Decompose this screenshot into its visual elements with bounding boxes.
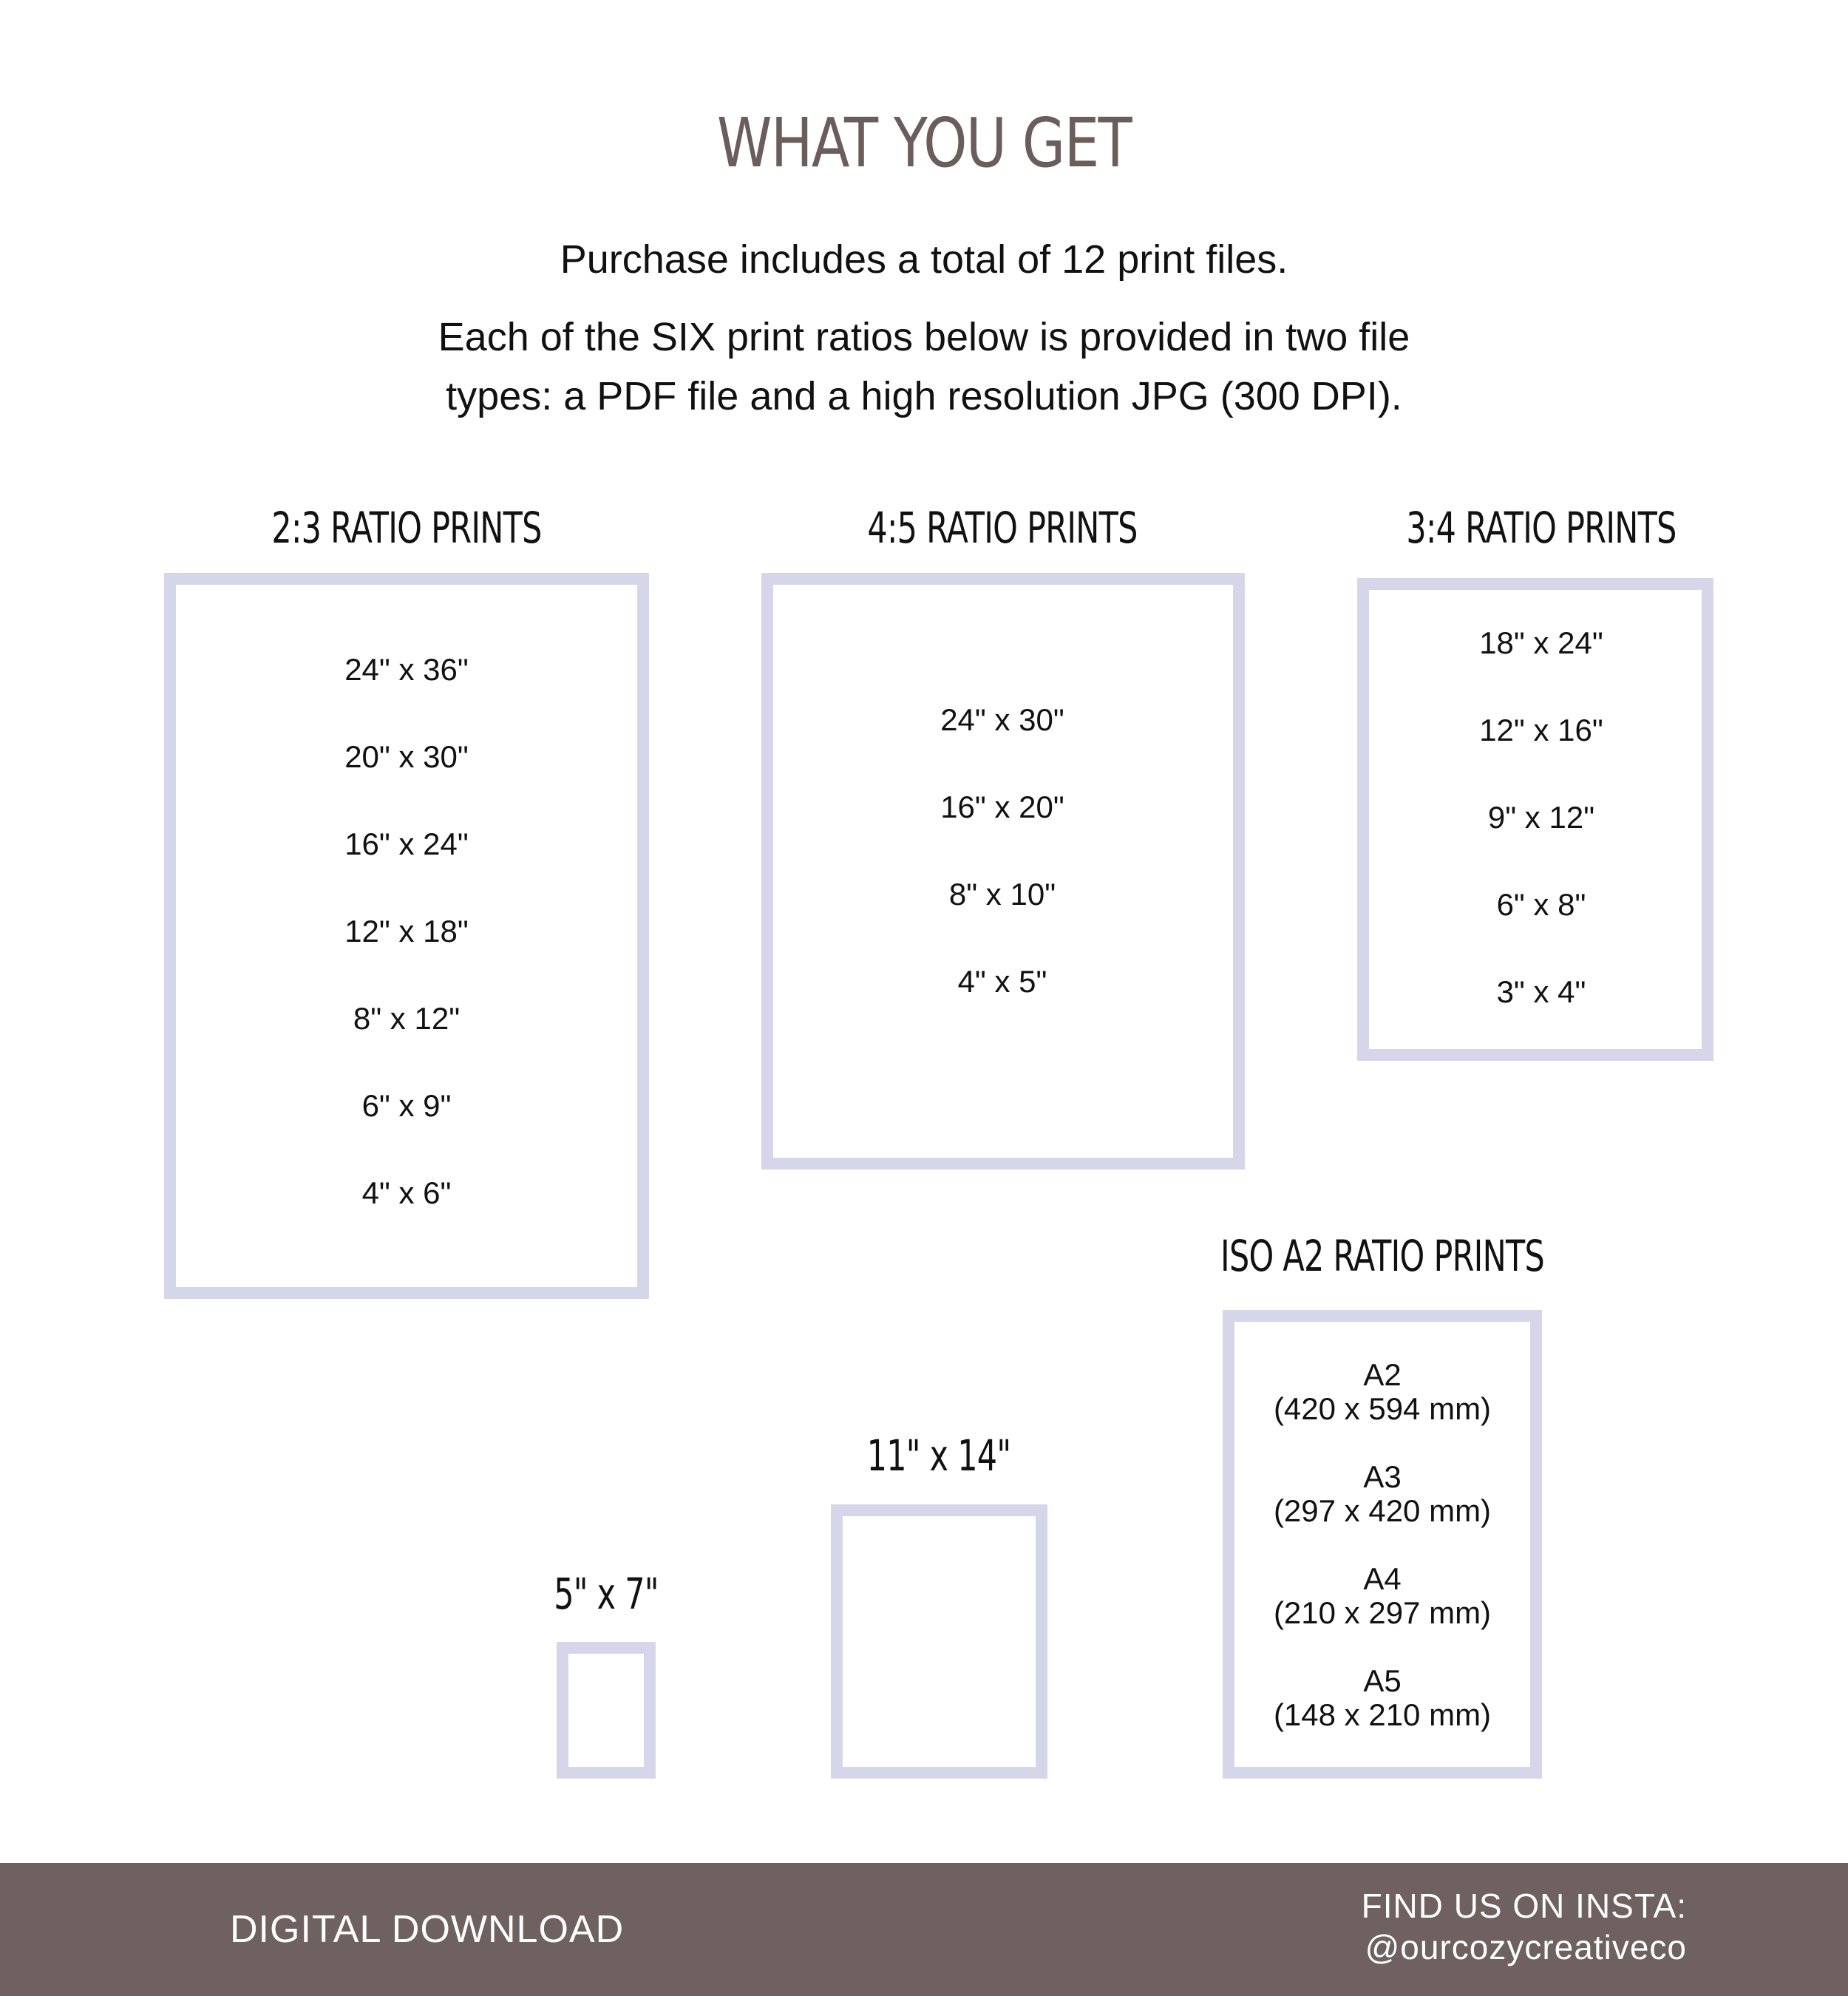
- iso-size-name: A4: [1363, 1561, 1402, 1596]
- iso-size-item: [1198, 1460, 1567, 1528]
- ratio-2-3-size: 6" x 9": [361, 1088, 452, 1123]
- ratio-2-3-heading: 2:3 RATIO PRINTS: [271, 503, 542, 553]
- footer-bar: [0, 1863, 1848, 1996]
- ratio-4-5-heading: 4:5 RATIO PRINTS: [867, 503, 1138, 553]
- ratio-2-3-size: 8" x 12": [353, 1001, 461, 1036]
- ratio-3-4-size: 9" x 12": [1487, 800, 1595, 835]
- ratio-3-4-size: 6" x 8": [1496, 887, 1586, 922]
- ratio-3-4-size: 3" x 4": [1496, 974, 1586, 1009]
- iso-size-item: [1198, 1562, 1567, 1630]
- iso-size-dims: (210 x 297 mm): [1273, 1595, 1492, 1630]
- ratio-4-5-size: 24" x 30": [940, 702, 1064, 737]
- ratio-4-5-size: 8" x 10": [948, 877, 1056, 912]
- size-5x7-heading: 5" x 7": [554, 1569, 659, 1619]
- iso-size-dims: (420 x 594 mm): [1273, 1391, 1492, 1426]
- iso-size-name: A3: [1363, 1459, 1402, 1494]
- ratio-2-3-size: 20" x 30": [344, 739, 469, 774]
- intro-line-1: Purchase includes a total of 12 print files.: [560, 237, 1288, 282]
- iso-a-heading: ISO A2 RATIO PRINTS: [1220, 1231, 1544, 1281]
- digital-download-label: DIGITAL DOWNLOAD: [230, 1908, 625, 1951]
- ratio-3-4-size: 18" x 24": [1479, 625, 1603, 660]
- ratio-3-4-size: 12" x 16": [1479, 713, 1603, 747]
- ratio-4-5-size: 16" x 20": [940, 790, 1064, 824]
- ratio-3-4-heading: 3:4 RATIO PRINTS: [1406, 503, 1677, 553]
- ratio-2-3-size: 16" x 24": [344, 826, 469, 861]
- ratio-2-3-size: 4" x 6": [361, 1175, 452, 1210]
- insta-handle: @ourcozycreativeco: [1365, 1928, 1687, 1966]
- size-5x7-frame: [557, 1642, 656, 1779]
- iso-size-item: [1198, 1664, 1567, 1732]
- ratio-4-5-frame: [761, 573, 1245, 1170]
- intro-line-3: types: a PDF file and a high resolution JPG (300 DPI).: [446, 374, 1402, 418]
- ratio-2-3-size: 12" x 18": [344, 914, 469, 948]
- size-11x14-frame: [831, 1504, 1047, 1779]
- iso-size-name: A5: [1363, 1663, 1402, 1698]
- iso-size-name: A2: [1363, 1357, 1402, 1392]
- ratio-4-5-size: 4" x 5": [957, 964, 1047, 999]
- insta-label: FIND US ON INSTA:: [1361, 1887, 1687, 1925]
- iso-size-dims: (148 x 210 mm): [1273, 1697, 1492, 1732]
- iso-size-dims: (297 x 420 mm): [1273, 1493, 1492, 1528]
- intro-line-2: Each of the SIX print ratios below is provided in two file: [438, 315, 1410, 359]
- iso-size-item: [1198, 1358, 1567, 1426]
- ratio-2-3-size: 24" x 36": [344, 652, 469, 687]
- size-11x14-heading: 11" x 14": [866, 1430, 1011, 1481]
- insta-block: [1362, 1885, 1687, 1968]
- page-title: WHAT YOU GET: [716, 103, 1132, 183]
